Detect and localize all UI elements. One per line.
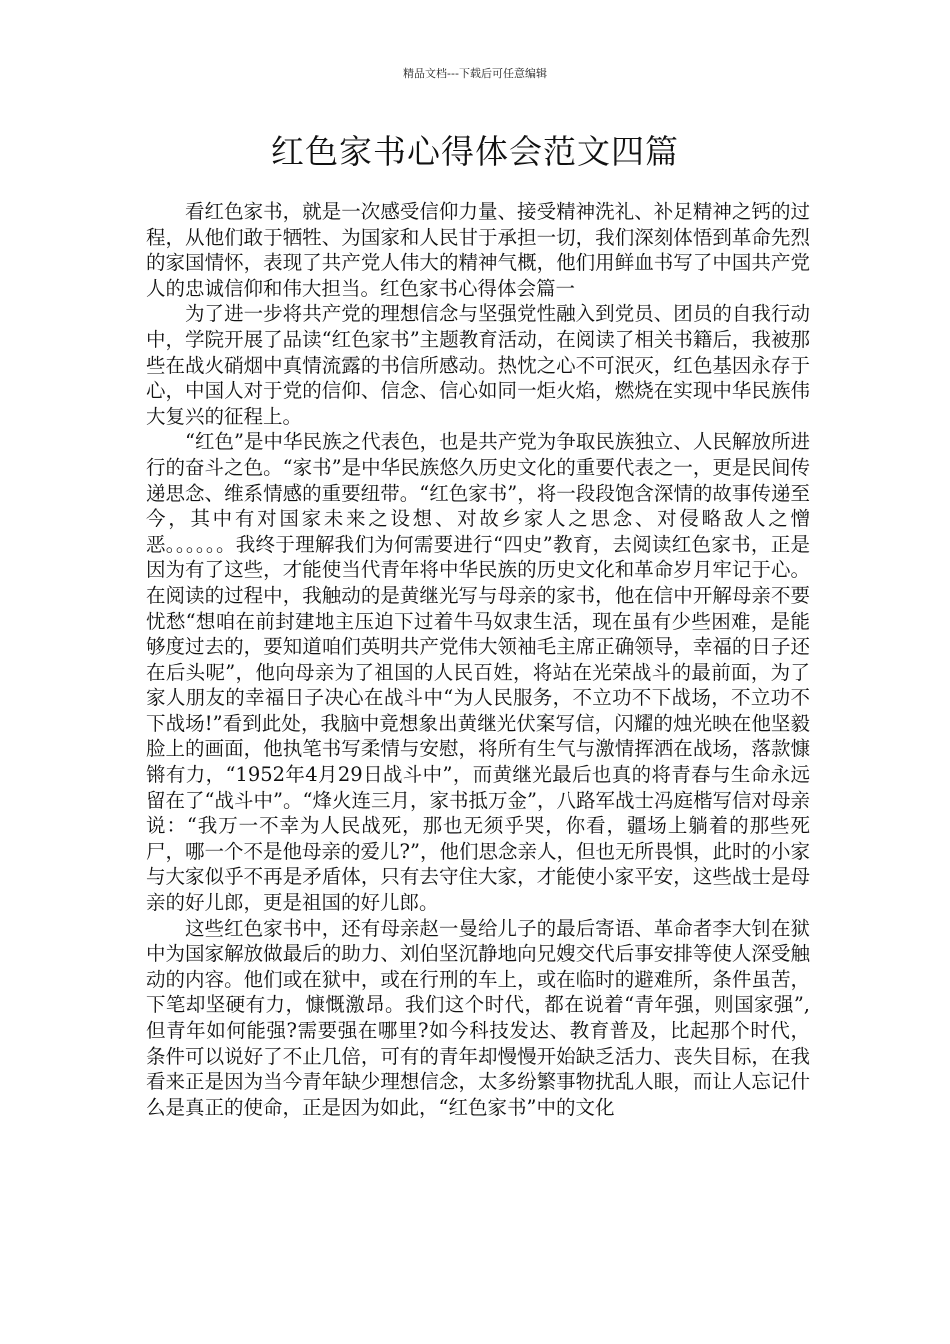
paragraph-2: 为了进一步将共产党的理想信念与坚强党性融入到党员、团员的自我行动中，学院开展了品读“红色家书”主题教育活动，在阅读了相关书籍后，我被那些在战火硝烟中真情流露的书信所感动。热忱之心不可泯灭，红色基因永存于心，中国人对于党的信仰、信念、信心如同一炬火焰，燃烧在实现中华民族伟大复兴的征程上。 xyxy=(146,302,810,428)
paragraph-4: 这些红色家书中，还有母亲赵一曼给儿子的最后寄语、革命者李大钊在狱中为国家解放做最后的助力、刘伯坚沉静地向兄嫂交代后事安排等使人深受触动的内容。他们或在狱中，或在行刑的车上，或在临时的避难所，条件虽苦，下笔却坚硬有力，慷慨激昂。我们这个时代，都在说着“青年强，则国家强”,但青年如何能强?需要强在哪里?如今科技发达、教育普及，比起那个时代，条件可以说好了不止几倍，可有的青年却慢慢开始缺乏活力、丧失目标，在我看来正是因为当今青年缺少理想信念，太多纷繁事物扰乱人眼，而让人忘记什么是真正的使命，正是因为如此，“红色家书”中的文化 xyxy=(146,916,810,1119)
document-body xyxy=(146,199,810,1120)
header-watermark-text: 精品文档---下载后可任意编辑 xyxy=(403,67,547,80)
paragraph-1: 看红色家书，就是一次感受信仰力量、接受精神洗礼、补足精神之钙的过程，从他们敢于牺牲、为国家和人民甘于承担一切，我们深刻体悟到革命先烈的家国情怀，表现了共产党人伟大的精神气概，他们用鲜血书写了中国共产党人的忠诚信仰和伟大担当。红色家书心得体会篇一 xyxy=(146,200,810,300)
document-title: 红色家书心得体会范文四篇 xyxy=(271,132,679,171)
page-header xyxy=(0,67,950,81)
paragraph-3: “红色”是中华民族之代表色，也是共产党为争取民族独立、人民解放所进行的奋斗之色。“家书”是中华民族悠久历史文化的重要代表之一，更是民间传递思念、维系情感的重要纽带。“红色家书”，将一段段饱含深情的故事传递至今，其中有对国家未来之设想、对故乡家人之思念、对侵略敌人之憎恶。。。。。。我终于理解我们为何需要进行“四史”教育，去阅读红色家书，正是因为有了这些，才能使当代青年将中华民族的历史文化和革命岁月牢记于心。在阅读的过程中，我触动的是黄继光写与母亲的家书，他在信中开解母亲不要忧愁“想咱在前封建地主压迫下过着牛马奴隶生活，现在虽有少些困难，是能够度过去的，要知道咱们英明共产党伟大领袖毛主席正确领导，幸福的日子还在后头呢”，他向母亲为了祖国的人民百姓，将站在光荣战斗的最前面，为了家人朋友的幸福日子决心在战斗中“为人民服务，不立功不下战场，不立功不下战场!”看到此处，我脑中竟想象出黄继光伏案写信，闪耀的烛光映在他坚毅脸上的画面，他执笔书写柔情与安慰，将所有生气与激情挥洒在战场，落款慷锵有力，“1952年4月29日战斗中”，而黄继光最后也真的将青春与生命永远留在了“战斗中”。“烽火连三月，家书抵万金”，八路军战士冯庭楷写信对母亲说：“我万一不幸为人民战死，那也无须乎哭，你看，疆场上躺着的那些死尸，哪一个不是他母亲的爱儿?”，他们思念亲人，但也无所畏惧，此时的小家与大家似乎不再是矛盾体，只有去守住大家，才能使小家平安，这些战士是母亲的好儿郎，更是祖国的好儿郎。 xyxy=(146,430,810,915)
